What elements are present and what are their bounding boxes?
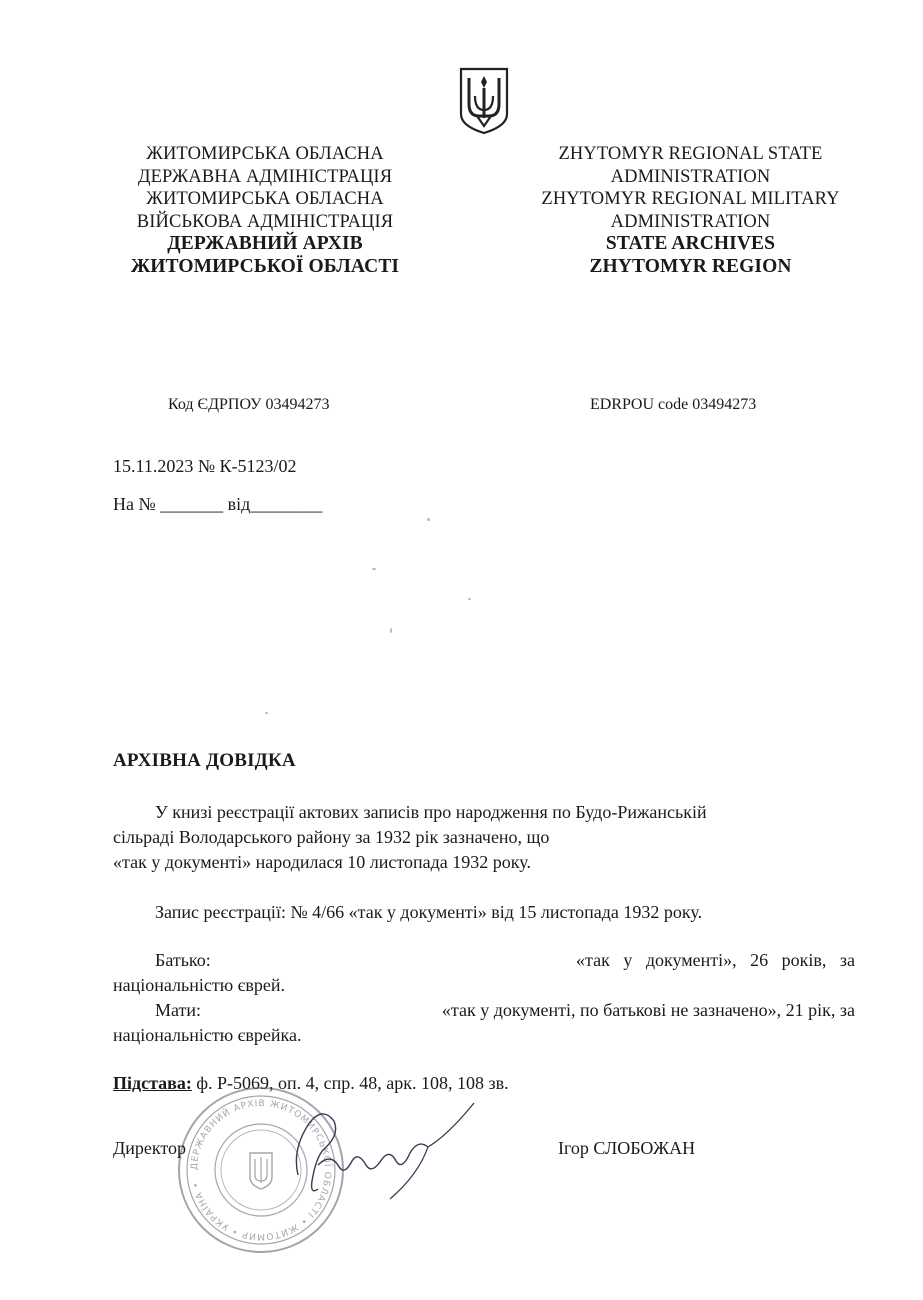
- edrpou-code-en: EDRPOU code 03494273: [590, 396, 757, 413]
- header-left-line: ЖИТОМИРСЬКА ОБЛАСНА: [146, 144, 384, 164]
- scan-speck: [265, 712, 268, 714]
- signatory-role: Директор: [113, 1138, 187, 1158]
- paragraph-line: «так у документі» народилася 10 листопада 1932 року.: [113, 852, 531, 872]
- edrpou-code-uk: Код ЄДРПОУ 03494273: [168, 396, 330, 413]
- scan-speck: [372, 568, 376, 570]
- archive-region-en: ZHYTOMYR REGION: [589, 255, 792, 277]
- paragraph-text: Запис реєстрації: № 4/66 «так у документі» від 15 листопада 1932 року.: [155, 902, 703, 922]
- archive-name-en: STATE ARCHIVES: [605, 233, 776, 254]
- signatory-name: Ігор СЛОБОЖАН: [558, 1138, 696, 1158]
- header-left-line: ДЕРЖАВНА АДМІНІСТРАЦІЯ: [137, 166, 393, 187]
- paragraph-registration: [113, 900, 855, 925]
- basis-label: Підстава:: [113, 1073, 192, 1093]
- paragraph-line: [113, 800, 855, 825]
- father-text: «так у документі», 26 років, за: [576, 950, 855, 970]
- scan-speck: [427, 518, 430, 521]
- header-right: [518, 143, 863, 278]
- paragraph-line: сільраді Володарського району за 1932 рік зазначено, що: [113, 827, 550, 847]
- paragraph-birth-record: [113, 800, 855, 875]
- ukraine-trident-icon: [457, 66, 511, 136]
- basis-text: ф. Р-5069, оп. 4, спр. 48, арк. 108, 108 зв.: [191, 1073, 509, 1093]
- handwritten-signature: [278, 1095, 488, 1205]
- header-right-line: ZHYTOMYR REGIONAL STATE: [558, 144, 823, 164]
- scan-speck: [468, 598, 471, 600]
- header-left-line: ВІЙСЬКОВА АДМІНІСТРАЦІЯ: [136, 211, 394, 232]
- header-left-line: ЖИТОМИРСЬКА ОБЛАСНА: [146, 189, 384, 209]
- paragraph-text: У книзі реєстрації актових записів про народження по Будо-Рижанській: [155, 802, 707, 822]
- mother-nationality: національністю єврейка.: [113, 1025, 302, 1045]
- mother-row: [113, 998, 855, 1023]
- archive-region-uk: ЖИТОМИРСЬКОЇ ОБЛАСТІ: [130, 255, 400, 277]
- header-right-line: ADMINISTRATION: [610, 166, 771, 187]
- scan-speck: [390, 628, 392, 633]
- father-row: [113, 948, 855, 973]
- document-title: АРХІВНА ДОВІДКА: [113, 750, 296, 771]
- paragraph-father: [113, 948, 855, 998]
- father-label: Батько:: [155, 950, 211, 970]
- mother-label: Мати:: [155, 1000, 202, 1020]
- reply-reference: На № _______ від________: [113, 494, 323, 514]
- header-right-line: ZHYTOMYR REGIONAL MILITARY: [541, 189, 840, 209]
- mother-text: «так у документі, по батькові не зазначено», 21 рік, за: [441, 1000, 855, 1020]
- header-right-line: ADMINISTRATION: [610, 211, 771, 232]
- paragraph-mother: [113, 998, 855, 1048]
- outgoing-number: 15.11.2023 № К-5123/02: [113, 456, 297, 476]
- svg-text:ДЕРЖАВНИЙ АРХІВ ЖИТОМИРСЬКОЇ О: ДЕРЖАВНИЙ АРХІВ ЖИТОМИРСЬКОЇ ОБЛАСТІ • ЖИТОМИР • УКРАЇНА •: [189, 1098, 333, 1242]
- father-nationality: національністю єврей.: [113, 975, 286, 995]
- archive-name-uk: ДЕРЖАВНИЙ АРХІВ: [167, 233, 363, 254]
- header-left: [100, 143, 430, 278]
